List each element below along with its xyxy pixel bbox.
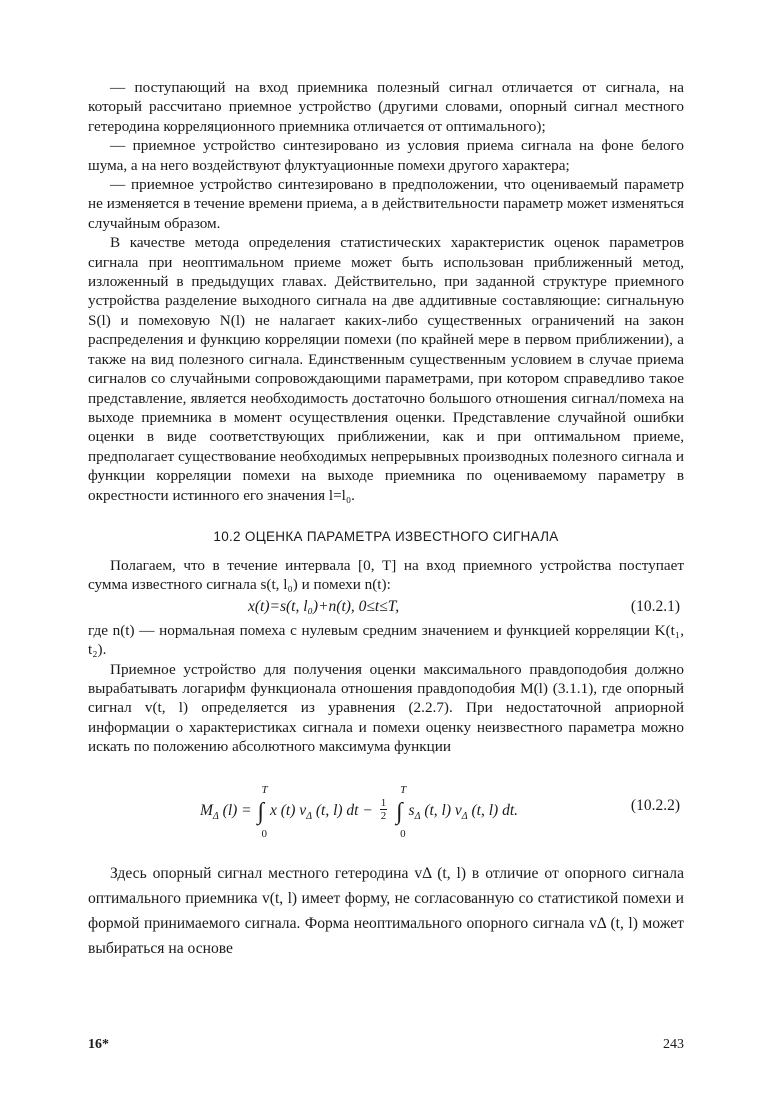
paragraph: где n(t) — нормальная помеха с нулевым средним значением и функцией корреляции K(t₁, t₂).: [88, 621, 684, 659]
equation-body: x(t)=s(t, l₀)+n(t), 0≤t≤T,: [248, 597, 400, 615]
eq-term1-sub: Δ: [306, 810, 312, 822]
paragraph: Приемное устройство для получения оценки максимального правдоподобия должно вырабатывать логарифм функционала отношения правдоподобия M(l) (3.1.1), где опорный сигнал v(t, l) определяется из уравнения (2.2.7). При недостаточной априорной информации о характеристиках сигнала и помехи оценку неизвестного параметра можно искать по положению абсолютного максимума функции: [88, 660, 684, 756]
eq-lhs-arg: (l) =: [218, 801, 252, 819]
integral-sign: ∫ T 0: [258, 803, 265, 821]
eq-term2-sub: Δ: [414, 810, 421, 822]
equation-10-2-2: [88, 771, 684, 849]
equation-body: [200, 783, 519, 840]
integral-sign: ∫ T 0: [396, 803, 403, 821]
equation-number: (10.2.1): [630, 597, 680, 615]
page-number: 243: [663, 1037, 684, 1052]
eq-lhs: M: [200, 801, 213, 819]
eq-term1-tail: (t, l) dt −: [311, 801, 373, 819]
paragraph: — поступающий на вход приемника полезный сигнал отличается от сигнала, на который рассчитано приемное устройство (другими словами, опорный сигнал местного гетеродина корреляционного приемника отличается от оптимального);: [88, 79, 684, 135]
equation-10-2-1: [88, 595, 684, 621]
fraction-numerator: 1: [380, 796, 387, 809]
integral-upper-limit: T: [261, 783, 268, 796]
integral-upper-limit: T: [400, 783, 407, 796]
paragraph: Здесь опорный сигнал местного гетеродина vΔ (t, l) в отличие от опорного сигнала оптимального приемника v(t, l) имеет форму, не согласованную со статистикой помехи и формой принимаемого сигнала. Форма неоптимального опорного сигнала vΔ (t, l) может выбираться на основе: [88, 864, 684, 957]
paragraph: Полагаем, что в течение интервала [0, T] на вход приемного устройства поступает сумма известного сигнала s(t, l₀) и помехи n(t):: [88, 556, 684, 594]
signature-mark: 16*: [88, 1037, 109, 1052]
eq-term2-sub2: Δ: [461, 810, 468, 822]
section-title: 10.2 ОЦЕНКА ПАРАМЕТРА ИЗВЕСТНОГО СИГНАЛА: [213, 528, 559, 544]
equation-number: (10.2.2): [630, 796, 680, 814]
integral-lower-limit: 0: [400, 827, 406, 840]
eq-term2: s: [408, 801, 415, 819]
integral-lower-limit: 0: [261, 827, 268, 840]
paragraph: В качестве метода определения статистических характеристик оценок параметров сигнала при неоптимальном приеме может быть использован приближенный метод, изложенный в предыдущих главах. Действительно, при заданной структуре приемного устройства разделение выходного сигнала на две аддитивные составляющие: сигнальную S(l) и помеховую N(l) не налагает каких-либо существенных ограничений на закон распределения и функцию корреляции помехи (по крайней мере в первом приближении), а также на вид полезного сигнала. Единственным существенным условием в случае приема сигналов со случайными сопровождающими параметрами, при котором справедливо такое представление, является необходимость достаточно большого отношения сигнал/помеха на выходе приемника в момент осуществления оценки. Представление случайной ошибки оценки в виде соответствующих приближении, как и при оптимальном приеме, предполагает существование необходимых непрерывных производных полезного сигнала и функции корреляции помехи на выходе приемника по оцениваемому параметру в окрестности истинного его значения l=l₀.: [88, 234, 684, 504]
eq-term2-mid: (t, l) v: [420, 801, 462, 819]
paragraph: — приемное устройство синтезировано в предположении, что оцениваемый параметр не изменяется в течение времени приема, а в действительности параметр может изменяться случайным образом.: [88, 176, 684, 232]
eq-term2-tail: (t, l) dt.: [467, 801, 519, 819]
fraction-denominator: 2: [380, 809, 387, 822]
page-body: [88, 78, 684, 961]
paragraph: — приемное устройство синтезировано из условия приема сигнала на фоне белого шума, а на него воздействуют флуктуационные помехи другого характера;: [88, 137, 684, 174]
fraction-one-half: [380, 797, 388, 822]
eq-lhs-sub: Δ: [212, 810, 219, 822]
eq-term1: x (t) v: [269, 801, 307, 819]
